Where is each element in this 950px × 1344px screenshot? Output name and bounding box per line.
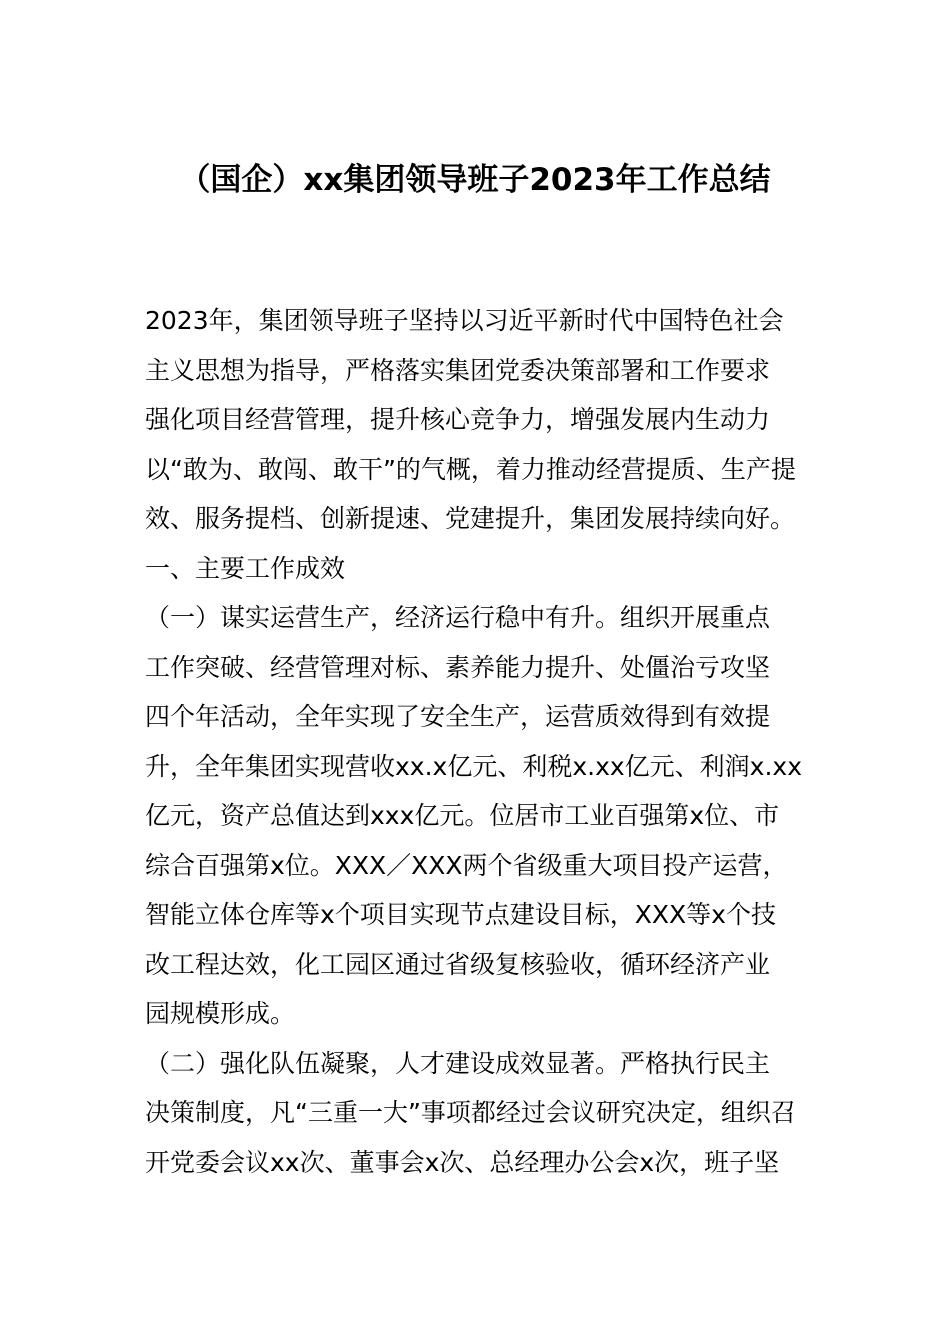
- paragraph-line: 效、服务提档、创新提速、党建提升，集团发展持续向好。: [145, 504, 796, 533]
- section-heading: 一、主要工作成效: [145, 553, 346, 583]
- paragraph-line: （一）谋实运营生产，经济运行稳中有升。组织开展重点: [145, 603, 771, 632]
- paragraph-line: 开党委会议xx次、董事会x次、总经理办公会x次，班子坚: [145, 1147, 780, 1177]
- paragraph-line: 强化项目经营管理，提升核心竞争力，增强发展内生动力: [145, 405, 771, 434]
- paragraph-line: 亿元，资产总值达到xxx亿元。位居市工业百强第x位、市: [145, 801, 780, 830]
- paragraph-line: 智能立体仓库等x个项目实现节点建设目标，XXX等x个技: [145, 900, 776, 929]
- paragraph-line: 四个年活动，全年实现了安全生产，运营质效得到有效提: [145, 702, 771, 731]
- document-title: （国企）xx集团领导班子2023年工作总结: [179, 162, 771, 198]
- paragraph-line: （二）强化队伍凝聚，人才建设成效显著。严格执行民主: [145, 1048, 771, 1078]
- document-body: [145, 296, 815, 1187]
- paragraph-line: 工作突破、经营管理对标、素养能力提升、处僵治亏攻坚: [145, 652, 771, 682]
- paragraph-line: 园规模形成。: [145, 999, 296, 1028]
- paragraph-line: 以“敢为、敢闯、敢干”的气概，着力推动经营提质、生产提: [145, 454, 796, 484]
- paragraph-line: 2023年，集团领导班子坚持以习近平新时代中国特色社会: [145, 306, 784, 335]
- paragraph-line: 综合百强第x位。XXX／XXX两个省级重大项目投产运营，: [145, 850, 788, 880]
- paragraph-line: 改工程达效，化工园区通过省级复核验收，循环经济产业: [145, 949, 771, 979]
- paragraph-line: 升，全年集团实现营收xx.x亿元、利税x.xx亿元、利润x.xx: [145, 751, 802, 781]
- paragraph-line: 决策制度，凡“三重一大”事项都经过会议研究决定，组织召: [145, 1098, 796, 1127]
- paragraph-line: 主义思想为指导，严格落实集团党委决策部署和工作要求: [145, 355, 771, 385]
